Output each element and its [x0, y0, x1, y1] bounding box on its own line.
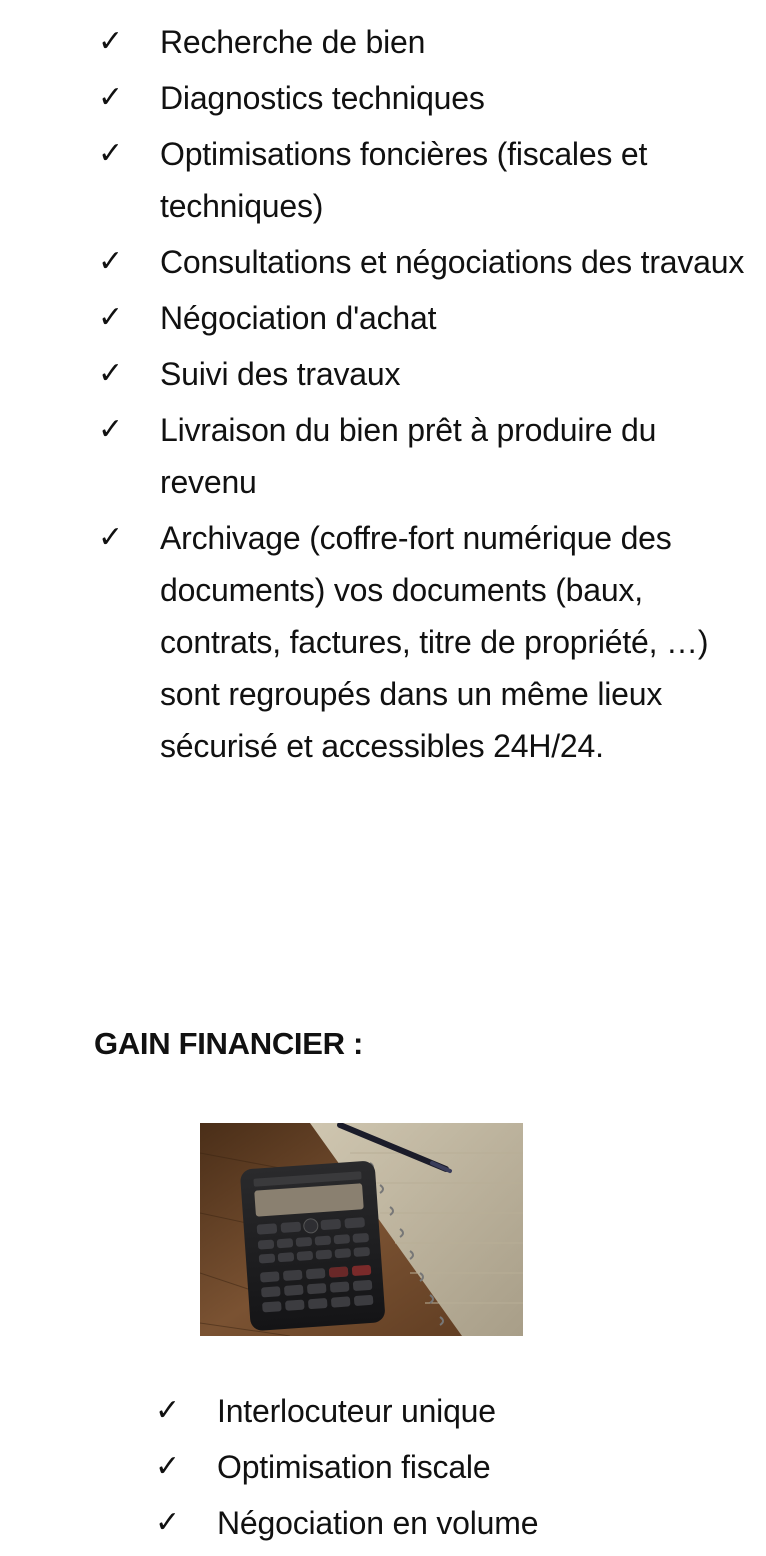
list-item-text: Optimisations foncières (fiscales et techniques)	[160, 136, 648, 224]
list-item	[98, 292, 748, 344]
services-list	[98, 16, 748, 776]
list-item	[98, 348, 748, 400]
list-item-text: Suivi des travaux	[160, 356, 401, 392]
check-icon: ✓	[98, 80, 124, 115]
list-item	[155, 1441, 735, 1493]
check-icon: ✓	[155, 1505, 181, 1540]
list-item	[98, 236, 748, 288]
list-item	[98, 404, 748, 508]
check-icon: ✓	[98, 24, 124, 59]
list-item-text: Archivage (coffre-fort numérique des documents) vos documents (baux, contrats, factures, titre de propriété, …) sont regroupés dans un même lieux sécurisé et accessibles 24H/24.	[160, 520, 709, 764]
calculator-photo-illustration	[200, 1123, 523, 1336]
section-heading: GAIN FINANCIER :	[94, 1026, 364, 1061]
financial-gain-list	[155, 1385, 735, 1553]
list-item-text: Consultations et négociations des travaux	[160, 244, 745, 280]
check-icon: ✓	[155, 1393, 181, 1428]
list-item	[98, 72, 748, 124]
list-item	[98, 512, 748, 772]
check-icon: ✓	[98, 412, 124, 447]
check-icon: ✓	[98, 300, 124, 335]
check-icon: ✓	[98, 136, 124, 171]
list-item-text: Interlocuteur unique	[217, 1393, 496, 1429]
list-item-text: Négociation d'achat	[160, 300, 437, 336]
check-icon: ✓	[98, 244, 124, 279]
calculator-notebook-photo	[200, 1123, 523, 1336]
list-item-text: Recherche de bien	[160, 24, 426, 60]
list-item-text: Livraison du bien prêt à produire du revenu	[160, 412, 657, 500]
list-item	[155, 1497, 735, 1549]
list-item-text: Diagnostics techniques	[160, 80, 485, 116]
list-item-text: Optimisation fiscale	[217, 1449, 491, 1485]
list-item-text: Négociation en volume	[217, 1505, 539, 1541]
check-icon: ✓	[155, 1449, 181, 1484]
check-icon: ✓	[98, 520, 124, 555]
list-item	[98, 128, 748, 232]
list-item	[98, 16, 748, 68]
list-item	[155, 1385, 735, 1437]
check-icon: ✓	[98, 356, 124, 391]
